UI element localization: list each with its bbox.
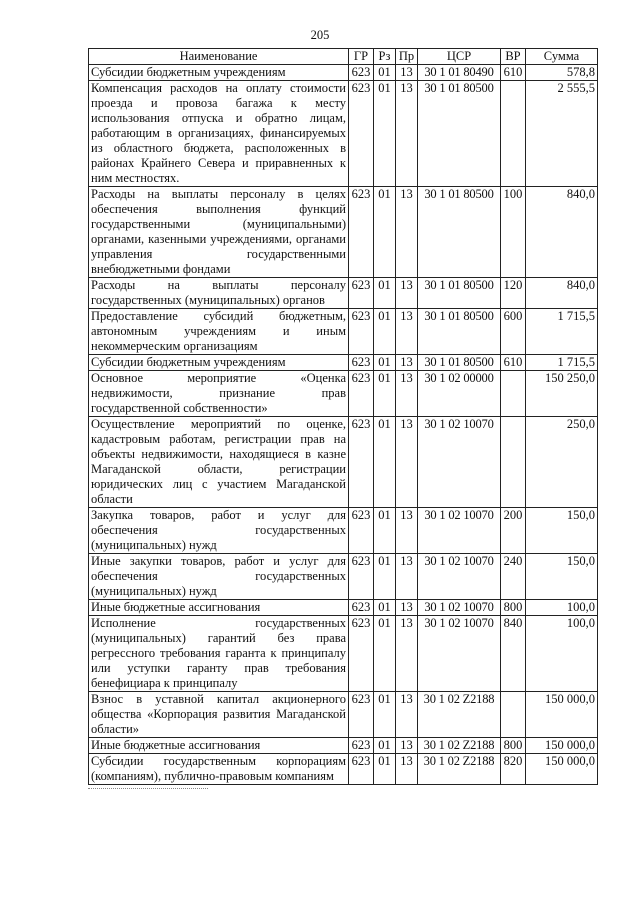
cell-sum: 150 250,0 — [526, 371, 598, 417]
cell-vr: 120 — [501, 278, 526, 309]
table-row — [89, 355, 598, 371]
header-sum: Сумма — [526, 49, 598, 65]
cell-name: Исполнение государственных (муниципальных) гарантий без права регрессного требования гаранта к принципалу или уступки гаранту прав требования бенефициара к принципалу — [89, 616, 349, 692]
cell-csr: 30 1 02 10070 — [418, 417, 501, 508]
cell-gr: 623 — [349, 81, 374, 187]
cell-vr — [501, 371, 526, 417]
cell-csr: 30 1 02 Z2188 — [418, 738, 501, 754]
cell-gr: 623 — [349, 508, 374, 554]
cell-csr: 30 1 01 80500 — [418, 187, 501, 278]
header-vr: ВР — [501, 49, 526, 65]
cell-vr: 610 — [501, 65, 526, 81]
cell-gr: 623 — [349, 371, 374, 417]
cell-csr: 30 1 01 80500 — [418, 355, 501, 371]
dotted-divider — [88, 788, 208, 789]
cell-sum: 1 715,5 — [526, 309, 598, 355]
cell-pr: 13 — [396, 554, 418, 600]
cell-pr: 13 — [396, 65, 418, 81]
cell-vr: 240 — [501, 554, 526, 600]
cell-name: Субсидии государственным корпорациям (компаниям), публично-правовым компаниям — [89, 754, 349, 785]
cell-sum: 840,0 — [526, 278, 598, 309]
cell-csr: 30 1 02 Z2188 — [418, 754, 501, 785]
cell-sum: 150 000,0 — [526, 754, 598, 785]
header-name: Наименование — [89, 49, 349, 65]
cell-rz: 01 — [374, 554, 396, 600]
table-row — [89, 187, 598, 278]
cell-pr: 13 — [396, 187, 418, 278]
cell-gr: 623 — [349, 600, 374, 616]
table-row — [89, 754, 598, 785]
cell-vr — [501, 417, 526, 508]
table-row — [89, 738, 598, 754]
cell-gr: 623 — [349, 309, 374, 355]
cell-gr: 623 — [349, 417, 374, 508]
cell-name: Расходы на выплаты персоналу государственных (муниципальных) органов — [89, 278, 349, 309]
cell-name: Закупка товаров, работ и услуг для обеспечения государственных (муниципальных) нужд — [89, 508, 349, 554]
cell-csr: 30 1 01 80500 — [418, 278, 501, 309]
cell-vr: 800 — [501, 738, 526, 754]
cell-rz: 01 — [374, 309, 396, 355]
cell-name: Осуществление мероприятий по оценке, кадастровым работам, регистрации прав на объекты недвижимости, находящиеся в казне Магаданской области, регистрации юридических лиц с участием Магаданской области — [89, 417, 349, 508]
cell-vr: 820 — [501, 754, 526, 785]
header-csr: ЦСР — [418, 49, 501, 65]
cell-name: Иные бюджетные ассигнования — [89, 738, 349, 754]
cell-csr: 30 1 02 00000 — [418, 371, 501, 417]
cell-rz: 01 — [374, 417, 396, 508]
cell-vr: 800 — [501, 600, 526, 616]
cell-name: Субсидии бюджетным учреждениям — [89, 65, 349, 81]
cell-rz: 01 — [374, 81, 396, 187]
cell-name: Основное мероприятие «Оценка недвижимости, признание прав государственной собственности» — [89, 371, 349, 417]
cell-rz: 01 — [374, 65, 396, 81]
cell-name: Взнос в уставной капитал акционерного общества «Корпорация развития Магаданской области» — [89, 692, 349, 738]
table-row — [89, 371, 598, 417]
cell-sum: 100,0 — [526, 616, 598, 692]
cell-sum: 150 000,0 — [526, 738, 598, 754]
header-gr: ГР — [349, 49, 374, 65]
cell-rz: 01 — [374, 738, 396, 754]
cell-pr: 13 — [396, 508, 418, 554]
table-header-row — [89, 49, 598, 65]
table-row — [89, 65, 598, 81]
table-row — [89, 554, 598, 600]
cell-pr: 13 — [396, 81, 418, 187]
cell-gr: 623 — [349, 616, 374, 692]
table-row — [89, 417, 598, 508]
table-row — [89, 309, 598, 355]
cell-sum: 100,0 — [526, 600, 598, 616]
cell-sum: 150,0 — [526, 554, 598, 600]
cell-rz: 01 — [374, 355, 396, 371]
page-number: 205 — [310, 28, 330, 42]
cell-rz: 01 — [374, 692, 396, 738]
cell-csr: 30 1 02 10070 — [418, 508, 501, 554]
table-row — [89, 616, 598, 692]
cell-vr — [501, 81, 526, 187]
cell-csr: 30 1 02 10070 — [418, 600, 501, 616]
cell-csr: 30 1 01 80500 — [418, 309, 501, 355]
cell-vr: 610 — [501, 355, 526, 371]
cell-pr: 13 — [396, 616, 418, 692]
header-pr: Пр — [396, 49, 418, 65]
cell-rz: 01 — [374, 600, 396, 616]
cell-sum: 150 000,0 — [526, 692, 598, 738]
cell-vr: 100 — [501, 187, 526, 278]
cell-rz: 01 — [374, 508, 396, 554]
cell-gr: 623 — [349, 355, 374, 371]
table-row — [89, 692, 598, 738]
cell-rz: 01 — [374, 616, 396, 692]
cell-sum: 578,8 — [526, 65, 598, 81]
cell-name: Предоставление субсидий бюджетным, автономным учреждениям и иным некоммерческим организациям — [89, 309, 349, 355]
cell-pr: 13 — [396, 417, 418, 508]
cell-gr: 623 — [349, 187, 374, 278]
budget-table — [88, 48, 598, 785]
table-row — [89, 81, 598, 187]
cell-rz: 01 — [374, 187, 396, 278]
cell-sum: 250,0 — [526, 417, 598, 508]
cell-name: Компенсация расходов на оплату стоимости проезда и провоза багажа к месту использования отпуска и обратно лицам, работающим в организациях, финансируемых из областного бюджета, расположенных в районах Крайнего Севера и приравненных к ним местностях. — [89, 81, 349, 187]
cell-vr: 200 — [501, 508, 526, 554]
cell-gr: 623 — [349, 692, 374, 738]
cell-pr: 13 — [396, 754, 418, 785]
header-rz: Рз — [374, 49, 396, 65]
cell-sum: 150,0 — [526, 508, 598, 554]
cell-gr: 623 — [349, 65, 374, 81]
cell-pr: 13 — [396, 600, 418, 616]
cell-rz: 01 — [374, 371, 396, 417]
cell-csr: 30 1 01 80500 — [418, 81, 501, 187]
cell-vr: 600 — [501, 309, 526, 355]
cell-name: Расходы на выплаты персоналу в целях обеспечения выполнения функций государственными (муниципальными) органами, казенными учреждениями, органами управления государственными внебюджетными фондами — [89, 187, 349, 278]
cell-csr: 30 1 01 80490 — [418, 65, 501, 81]
cell-vr — [501, 692, 526, 738]
cell-pr: 13 — [396, 692, 418, 738]
cell-gr: 623 — [349, 754, 374, 785]
cell-name: Иные закупки товаров, работ и услуг для обеспечения государственных (муниципальных) нужд — [89, 554, 349, 600]
cell-pr: 13 — [396, 355, 418, 371]
cell-pr: 13 — [396, 278, 418, 309]
cell-gr: 623 — [349, 554, 374, 600]
cell-pr: 13 — [396, 371, 418, 417]
cell-csr: 30 1 02 Z2188 — [418, 692, 501, 738]
cell-vr: 840 — [501, 616, 526, 692]
cell-rz: 01 — [374, 278, 396, 309]
cell-pr: 13 — [396, 309, 418, 355]
table-row — [89, 508, 598, 554]
cell-name: Субсидии бюджетным учреждениям — [89, 355, 349, 371]
cell-sum: 2 555,5 — [526, 81, 598, 187]
cell-csr: 30 1 02 10070 — [418, 616, 501, 692]
cell-csr: 30 1 02 10070 — [418, 554, 501, 600]
cell-name: Иные бюджетные ассигнования — [89, 600, 349, 616]
table-row — [89, 600, 598, 616]
table-row — [89, 278, 598, 309]
cell-sum: 840,0 — [526, 187, 598, 278]
cell-gr: 623 — [349, 278, 374, 309]
cell-pr: 13 — [396, 738, 418, 754]
cell-rz: 01 — [374, 754, 396, 785]
cell-gr: 623 — [349, 738, 374, 754]
cell-sum: 1 715,5 — [526, 355, 598, 371]
